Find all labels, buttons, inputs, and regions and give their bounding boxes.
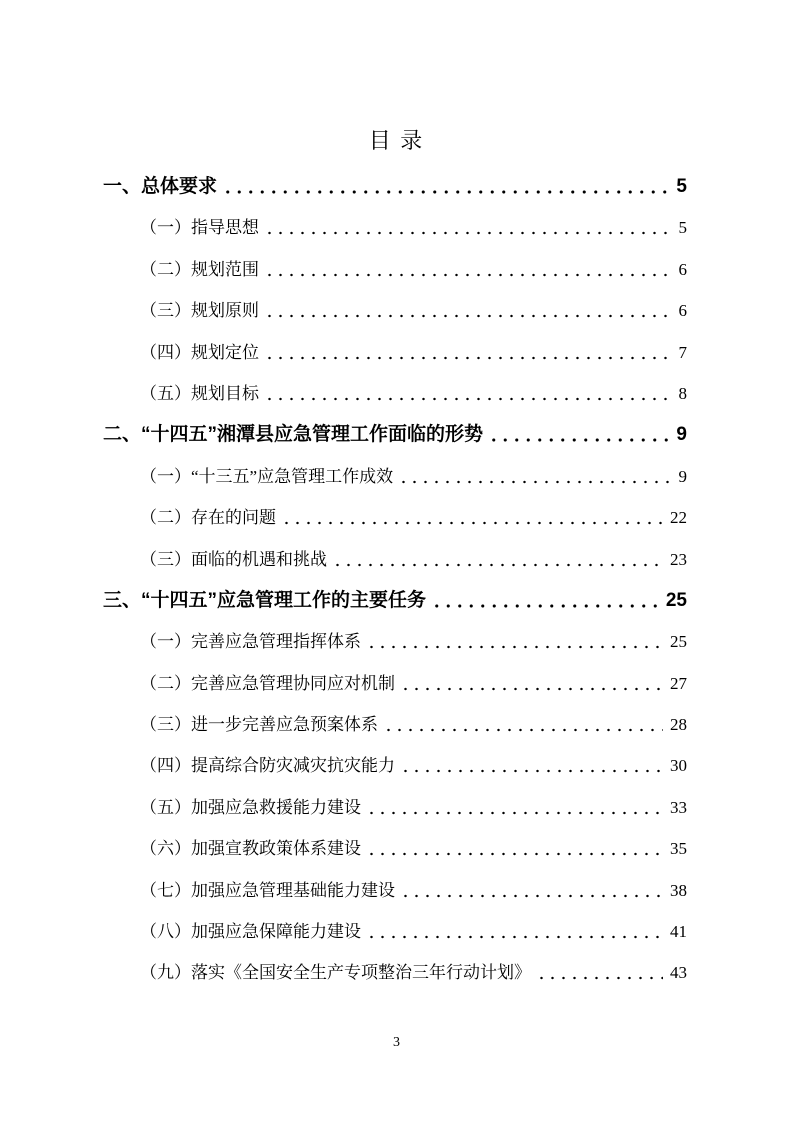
toc-entry[interactable]	[103, 911, 687, 952]
toc-entry-page: 38	[670, 880, 687, 900]
toc-entry-page: 8	[678, 383, 687, 403]
toc-entry[interactable]	[103, 290, 687, 331]
toc-leader-dots	[398, 456, 671, 497]
toc-entry-label: （九）落实《全国安全生产专项整治三年行动计划》	[140, 963, 531, 983]
toc-leader-dots	[488, 414, 669, 455]
toc-entry-label: 三、“十四五”应急管理工作的主要任务	[103, 589, 427, 611]
toc-entry[interactable]	[103, 952, 687, 993]
toc-leader-dots	[366, 787, 663, 828]
toc-leader-dots	[400, 663, 663, 704]
toc-entry[interactable]	[103, 373, 687, 414]
toc-entry[interactable]	[103, 745, 687, 786]
toc-entry[interactable]	[103, 621, 687, 662]
toc-entry-label: （一）指导思想	[140, 218, 259, 238]
toc-leader-dots	[383, 704, 663, 745]
toc-entry-page: 25	[670, 632, 687, 652]
toc-entry-page: 7	[678, 342, 687, 362]
toc-title: 目 录	[368, 128, 425, 153]
toc-leader-dots	[400, 745, 663, 786]
toc-entry[interactable]	[103, 787, 687, 828]
toc-leader-dots	[536, 952, 663, 993]
toc-entry[interactable]	[103, 332, 687, 373]
toc-entry[interactable]	[103, 539, 687, 580]
toc-entry[interactable]	[103, 166, 687, 207]
toc-entry-label: （七）加强应急管理基础能力建设	[140, 880, 395, 900]
toc-leader-dots	[264, 249, 672, 290]
toc-entry[interactable]	[103, 870, 687, 911]
toc-entry[interactable]	[103, 580, 687, 621]
toc-entry-label: （六）加强宣教政策体系建设	[140, 839, 361, 859]
toc-entry[interactable]	[103, 249, 687, 290]
toc-entry-label: （二）完善应急管理协同应对机制	[140, 673, 395, 693]
toc-entry-page: 43	[670, 963, 687, 983]
toc-entry-label: （五）加强应急救援能力建设	[140, 797, 361, 817]
toc-entry-label: （四）提高综合防灾减灾抗灾能力	[140, 756, 395, 776]
toc-entry[interactable]	[103, 207, 687, 248]
toc-entry-label: （一）“十三五”应急管理工作成效	[140, 466, 394, 486]
toc-entry-page: 9	[678, 466, 687, 486]
toc-entry-page: 5	[676, 176, 687, 197]
toc-leader-dots	[366, 828, 663, 869]
footer-page-number: 3	[393, 1035, 400, 1050]
toc-entry[interactable]	[103, 456, 687, 497]
toc-entry-page: 9	[676, 424, 687, 446]
toc-entry-label: （四）规划定位	[140, 342, 259, 362]
toc-entry-label: （三）面临的机遇和挑战	[140, 549, 327, 569]
toc-entry-page: 22	[670, 508, 687, 528]
toc-entry-page: 33	[670, 797, 687, 817]
toc-entry-label: （三）规划原则	[140, 301, 259, 321]
toc-leader-dots	[366, 911, 663, 952]
toc-entry-label: （三）进一步完善应急预案体系	[140, 715, 378, 735]
toc-entry-page: 25	[665, 589, 687, 611]
toc-entry-label: 一、总体要求	[103, 176, 218, 197]
toc-leader-dots	[264, 290, 672, 331]
toc-entry-page: 5	[678, 218, 687, 238]
toc-entry-page: 28	[670, 715, 687, 735]
toc-entry-page: 30	[670, 756, 687, 776]
toc-entry-page: 35	[670, 839, 687, 859]
toc-leader-dots	[332, 539, 663, 580]
toc-entry[interactable]	[103, 704, 687, 745]
toc-entry-label: 二、“十四五”湘潭县应急管理工作面临的形势	[103, 424, 484, 446]
toc-entry-page: 6	[678, 301, 687, 321]
toc-entry-page: 23	[670, 549, 687, 569]
toc-entry-label: （二）规划范围	[140, 259, 259, 279]
toc-leader-dots	[222, 166, 669, 207]
toc-leader-dots	[400, 870, 663, 911]
toc-entry-page: 6	[678, 259, 687, 279]
toc-leader-dots	[264, 332, 672, 373]
toc-entry-label: （五）规划目标	[140, 383, 259, 403]
toc-entry-page: 41	[670, 922, 687, 942]
toc-leader-dots	[264, 207, 672, 248]
toc-leader-dots	[431, 580, 659, 621]
toc-entry[interactable]	[103, 497, 687, 538]
toc-leader-dots	[264, 373, 672, 414]
toc-entry-label: （八）加强应急保障能力建设	[140, 922, 361, 942]
toc-entry[interactable]	[103, 663, 687, 704]
toc-entry-label: （二）存在的问题	[140, 508, 276, 528]
toc-entry[interactable]	[103, 828, 687, 869]
toc-leader-dots	[366, 621, 663, 662]
toc-leader-dots	[281, 497, 663, 538]
table-of-contents	[103, 166, 687, 994]
toc-entry-label: （一）完善应急管理指挥体系	[140, 632, 361, 652]
toc-entry-page: 27	[670, 673, 687, 693]
toc-entry[interactable]	[103, 414, 687, 455]
